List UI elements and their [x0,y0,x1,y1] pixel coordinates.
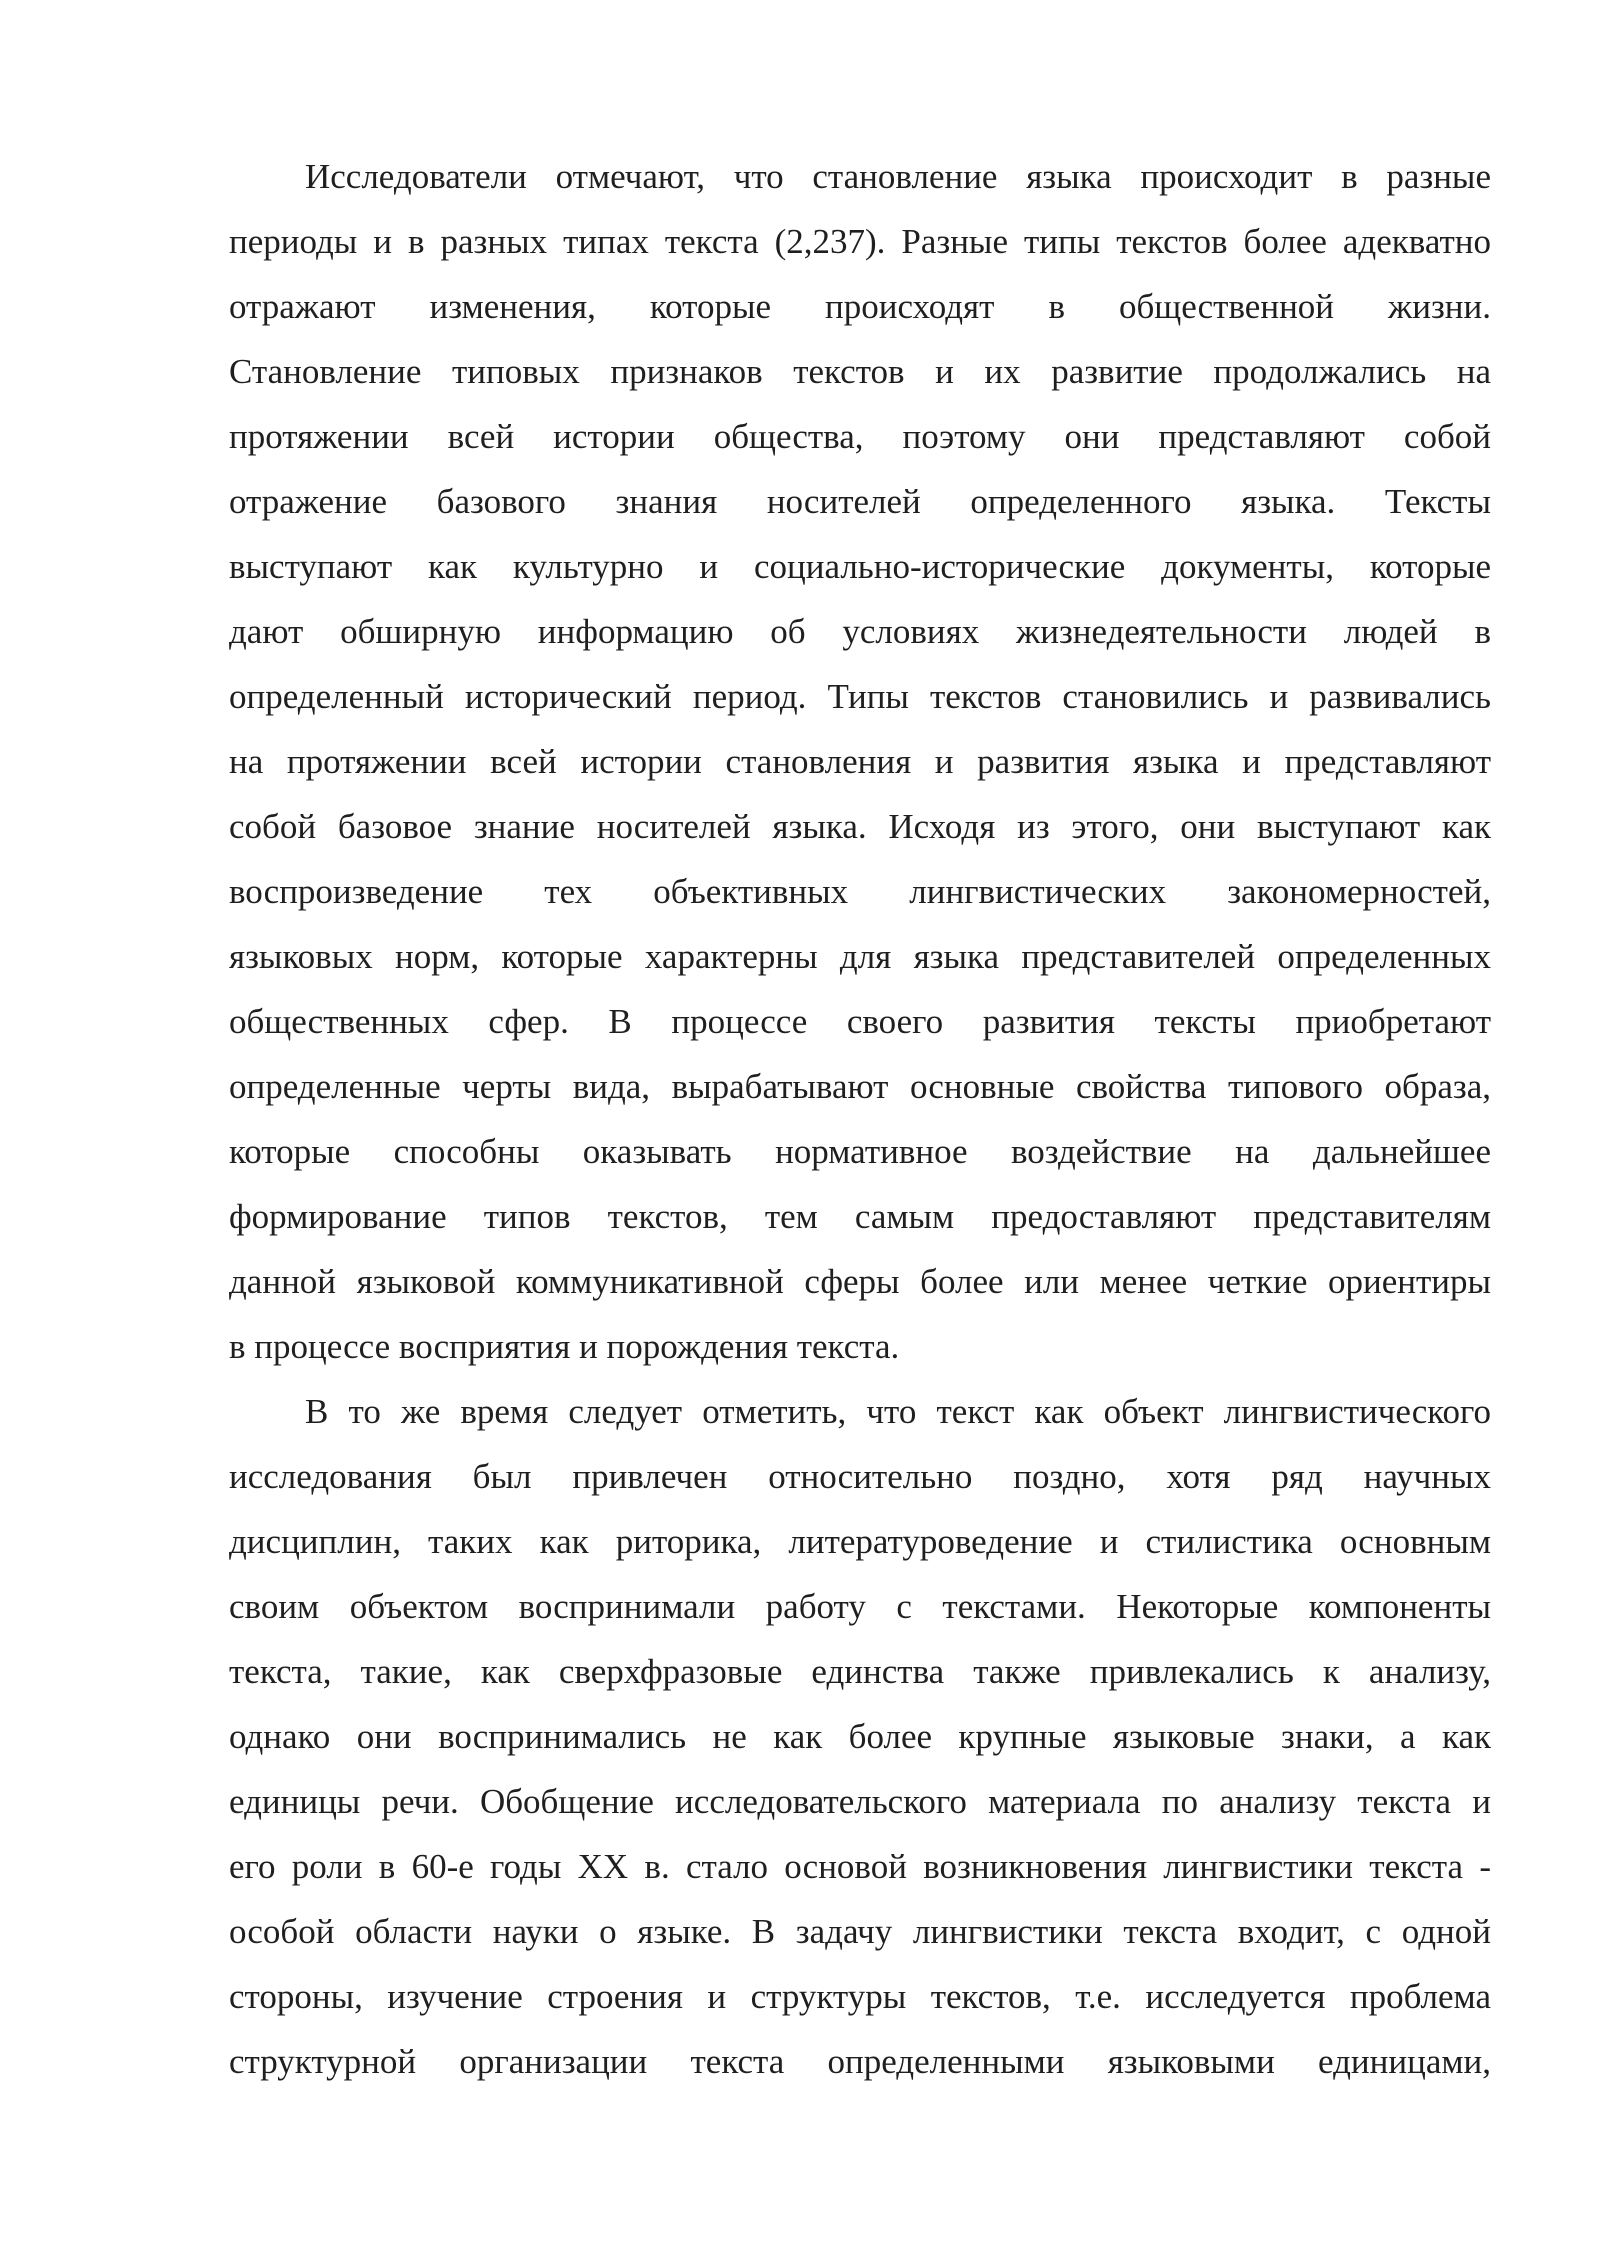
text-line: стороны, изучение строения и структуры текстов, т.е. исследуется проблема [229,1977,1491,2016]
text-line: собой базовое знание носителей языка. Исходя из этого, они выступают как [229,807,1491,846]
text-line: структурной организации текста определенными языковыми единицами, [229,2042,1491,2081]
text-line: текста, такие, как сверхфразовые единства также привлекались к анализу, [229,1652,1491,1691]
text-line: языковых норм, которые характерны для языка представителей определенных [229,937,1491,976]
text-line: отражают изменения, которые происходят в общественной жизни. [229,287,1491,326]
text-line: его роли в 60-е годы XX в. стало основой возникновения лингвистики текста - [229,1847,1491,1886]
text-line: дисциплин, таких как риторика, литературоведение и стилистика основным [229,1522,1491,1561]
text-line: особой области науки о языке. В задачу лингвистики текста входит, с одной [229,1912,1491,1951]
text-line: исследования был привлечен относительно поздно, хотя ряд научных [229,1457,1491,1496]
text-line: которые способны оказывать нормативное воздействие на дальнейшее [229,1132,1491,1171]
text-line: на протяжении всей истории становления и развития языка и представляют [229,742,1491,781]
text-line: формирование типов текстов, тем самым предоставляют представителям [229,1197,1491,1236]
text-line: дают обширную информацию об условиях жизнедеятельности людей в [229,612,1491,651]
text-line: в процессе восприятия и порождения текста. [229,1327,900,1366]
text-line: воспроизведение тех объективных лингвистических закономерностей, [229,872,1491,911]
text-line: данной языковой коммуникативной сферы более или менее четкие ориентиры [229,1262,1491,1301]
text-line: своим объектом воспринимали работу с текстами. Некоторые компоненты [229,1587,1491,1626]
text-line: периоды и в разных типах текста (2,237). Разные типы текстов более адекватно [229,222,1491,261]
text-line: Становление типовых признаков текстов и их развитие продолжались на [229,352,1491,391]
text-line: В то же время следует отметить, что текст как объект лингвистического [305,1392,1491,1431]
text-line: единицы речи. Обобщение исследовательского материала по анализу текста и [229,1782,1491,1821]
text-line: общественных сфер. В процессе своего развития тексты приобретают [229,1002,1491,1041]
text-line: определенный исторический период. Типы текстов становились и развивались [229,677,1491,716]
text-line: выступают как культурно и социально-исторические документы, которые [229,547,1491,586]
text-line: протяжении всей истории общества, поэтому они представляют собой [229,417,1491,456]
text-line: однако они воспринимались не как более крупные языковые знаки, а как [229,1717,1491,1756]
text-line: Исследователи отмечают, что становление языка происходит в разные [305,157,1491,196]
text-line: отражение базового знания носителей определенного языка. Тексты [229,482,1491,521]
text-line: определенные черты вида, вырабатывают основные свойства типового образа, [229,1067,1491,1106]
